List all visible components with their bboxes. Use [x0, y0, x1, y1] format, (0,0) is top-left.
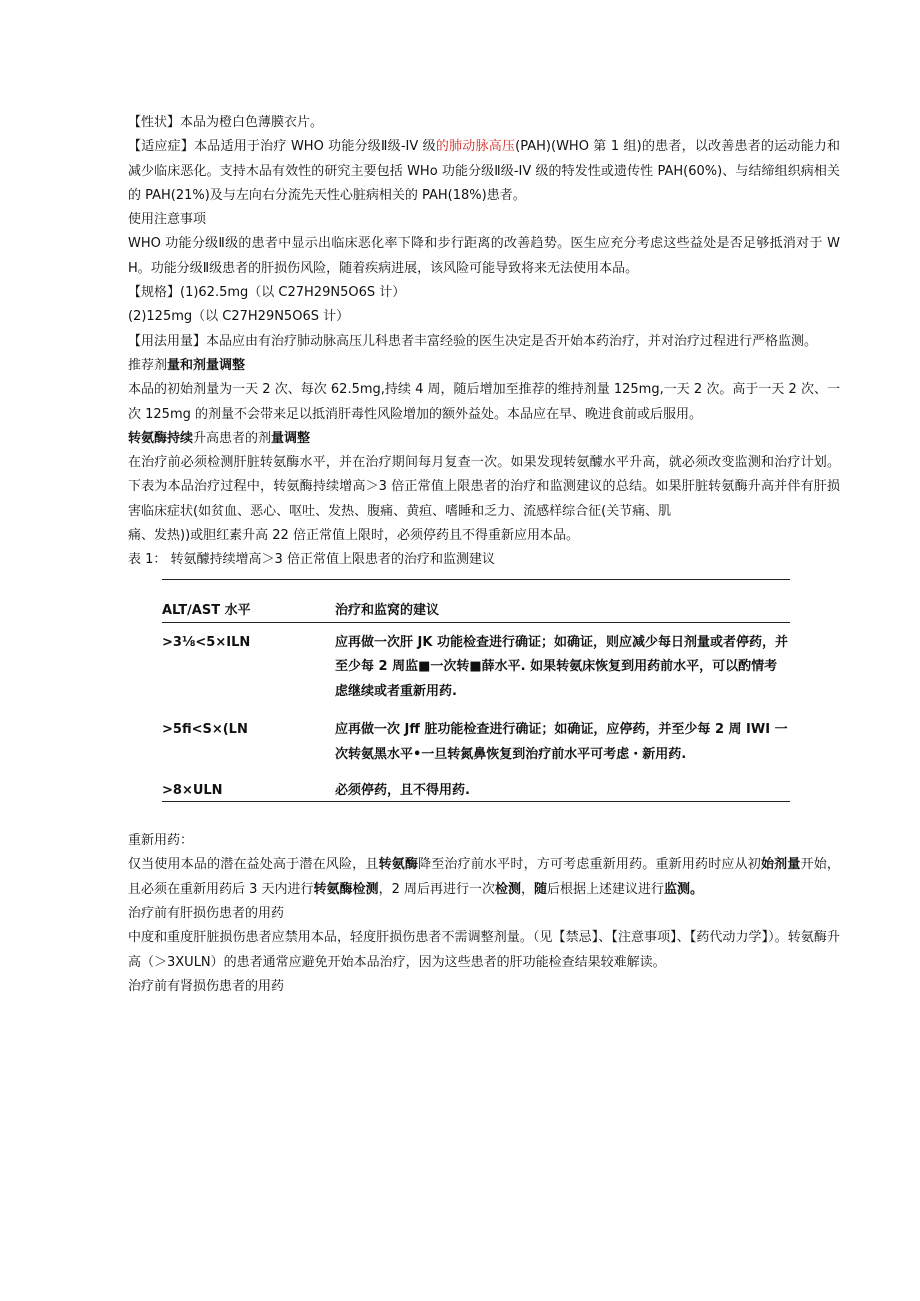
spacer	[128, 802, 840, 829]
xingzhuang-paragraph: 【性状】本品为橙白色薄膜衣片。	[128, 115, 324, 130]
recommended-dose-heading: 推荐剂量和剂量调整	[128, 357, 246, 373]
document-page	[128, 111, 840, 999]
recommended-dose-paragraph: 本品的初始剂量为一天 2 次、每次 62.5mg,持续 4 周，随后增加至推荐的维持剂量 125mg,一天 2 次。高于一天 2 次、一次 125mg 的剂量不会带来足以抵消肝毒性风险增加的额外益处。本品应在早、晚进食前或后服用。	[128, 382, 840, 422]
monitoring-table	[162, 579, 790, 803]
table-header-level: ALT∕AST 水平	[162, 602, 251, 618]
table-row	[162, 767, 790, 801]
readminister-heading: 重新用药：	[128, 833, 194, 849]
table-caption: 表 1： 转氨醵持续增高＞3 倍正常值上限患者的治疗和监测建议	[128, 552, 495, 568]
table-cell-advice: 必须停药，且不得用药.	[335, 783, 470, 799]
spec-line-2: (2)125mg（以 C27H29N5O6S 计）	[128, 309, 350, 325]
table-cell-level: >5fi<S×(LN	[162, 722, 248, 738]
readminister-paragraph: 仅当使用本品的潜在益处高于潜在风险，且转氨酶降至治疗前水平时，方可考虑重新用药。重新用药时应从初始剂量开始，且必须在重新用药后 3 天内进行转氨酶检测，2 周后再进行一次检测，随后根据上述建议进行监测。	[128, 857, 840, 897]
hepatic-impairment-heading: 治疗前有肝损伤患者的用药	[128, 906, 285, 922]
renal-impairment-heading: 治疗前有肾损伤患者的用药	[128, 978, 285, 994]
transaminase-paragraph-1: 在治疗前必须检测肝脏转氨酶水平，并在治疗期间每月复查一次。如果发现转氨醵水平升高，就必须改变监测和治疗计划。下表为本品治疗过程中，转氨酶持续增高＞3 倍正常值上限患者的治疗和监测建议的总结。如果肝脏转氨酶升高并伴有肝损害临床症状(如贫血、恶心、呕吐、发热、腹痛、黄疸、嗜睡和乏力、流感样综合征(关节痛、肌	[128, 455, 840, 519]
spec-line-1: 【规格】(1)62.5mg（以 C27H29N5O6S 计）	[128, 285, 406, 301]
table-cell-advice: 应再做一次肝 JK 功能检查进行确证；如确证，则应减少每日剂量或者停药，并至少每 2 周监■一次转■薛水平. 如果转氨床恢复到用药前水平，可以酌情考虑继续或者重新用药.	[335, 634, 788, 699]
dosage-paragraph: 【用法用量】本品应由有治疗肺动脉高压儿科患者丰富经验的医生决定是否开始本药治疗，并对治疗过程进行严格监测。	[128, 333, 818, 349]
indication-text-b: (PAH)(WHO 第 1 组)的患者，以改善患者的运动能力和减少临床恶化。支持木品有效性的研究主要包括 WHo 功能分级Ⅱ级-IV 级的特发性或遗传性 PAH(60%)、与结缔组织病相关的 PAH(21%)及与左向右分流先天性心脏病相关的 PAH(18%)患者。	[128, 139, 841, 203]
table-cell-level: >3⅛<5×ILN	[162, 634, 251, 650]
indication-highlight: 的肺动脉高压	[435, 139, 516, 155]
precautions-paragraph: WHO 功能分级Ⅱ级的患者中显示出临床恶化率下降和步行距离的改善趋势。医生应充分考虑这些益处是否足够抵消对于 WH。功能分级Ⅱ级患者的肝损伤风险，随着疾病进展，该风险可能导致将来无法使用本品。	[128, 236, 840, 276]
table-header-row	[162, 589, 790, 623]
table-header-advice: 治疗和监窝的建议	[335, 602, 440, 618]
indication-text-a: 【适应症】本品适用于治疗 WHO 功能分级Ⅱ级-IV 级	[128, 139, 436, 155]
table-cell-level: >8×ULN	[162, 783, 223, 799]
table-row	[162, 623, 790, 705]
table-row	[162, 704, 790, 767]
table-cell-advice: 应再做一次 Jff 脏功能检查进行确证；如确证，应停药，并至少每 2 周 IWI 一次转氨黑水平•一旦转氮鼻恢复到治疗前水平可考虑・新用药.	[335, 722, 788, 762]
indication-paragraph	[128, 135, 840, 208]
transaminase-paragraph-2: 痛、发热))或胆红素升高 22 倍正常值上限时，必须停药且不得重新应用本品。	[128, 528, 579, 544]
transaminase-heading: 转氨酶持续升高患者的剂量调整	[128, 430, 311, 446]
precautions-heading: 使用注意事项	[128, 212, 207, 228]
hepatic-impairment-paragraph: 中度和重度肝脏损伤患者应禁用本品，轻度肝损伤患者不需调整剂量。（见【禁忌】、【注意事项】、【药代动力学】）。转氨酶升高（＞3XULN）的患者通常应避免开始本品治疗，因为这些患者的肝功能检查结果较难解读。	[128, 930, 840, 970]
